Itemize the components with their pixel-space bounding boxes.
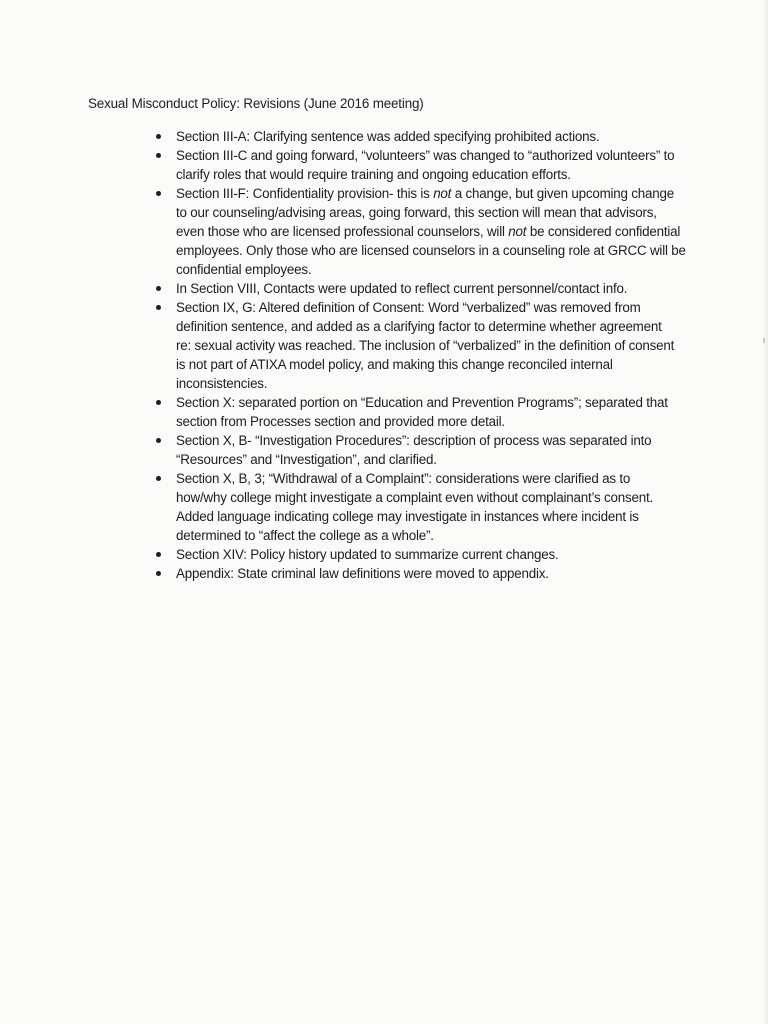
line-text: be considered confidential bbox=[526, 224, 681, 239]
revision-line bbox=[176, 355, 696, 374]
line-text: section from Processes section and provided more detail. bbox=[176, 414, 505, 429]
revision-line bbox=[176, 222, 696, 241]
revision-item bbox=[156, 564, 696, 583]
line-text: Section III-A: Clarifying sentence was added specifying prohibited actions. bbox=[176, 129, 600, 144]
bullet-icon bbox=[156, 438, 161, 443]
revision-line bbox=[176, 469, 696, 488]
revision-line bbox=[176, 241, 696, 260]
revision-item bbox=[156, 431, 696, 469]
revision-item bbox=[156, 393, 696, 431]
document-title: Sexual Misconduct Policy: Revisions (June 2016 meeting) bbox=[88, 96, 424, 111]
line-text: definition sentence, and added as a clarifying factor to determine whether agreement bbox=[176, 319, 662, 334]
line-text: Section XIV: Policy history updated to summarize current changes. bbox=[176, 547, 559, 562]
emphasis-text: not bbox=[433, 186, 452, 201]
bullet-icon bbox=[156, 134, 161, 139]
emphasis-text: not bbox=[508, 224, 527, 239]
revision-list bbox=[156, 127, 696, 583]
revision-item bbox=[156, 146, 696, 184]
revision-line bbox=[176, 336, 696, 355]
revision-line bbox=[176, 127, 696, 146]
bullet-icon bbox=[156, 476, 161, 481]
line-text: Section IX, G: Altered definition of Consent: Word “verbalized” was removed from bbox=[176, 300, 641, 315]
line-text: is not part of ATIXA model policy, and making this change reconciled internal bbox=[176, 357, 613, 372]
revision-line bbox=[176, 279, 696, 298]
revision-line bbox=[176, 260, 696, 279]
revision-item bbox=[156, 469, 696, 545]
revision-line bbox=[176, 393, 696, 412]
line-text: employees. Only those who are licensed counselors in a counseling role at GRCC will be bbox=[176, 243, 686, 258]
bullet-icon bbox=[156, 153, 161, 158]
revision-line bbox=[176, 431, 696, 450]
scan-edge-shadow bbox=[762, 0, 768, 1024]
bullet-icon bbox=[156, 305, 161, 310]
line-text: In Section VIII, Contacts were updated to reflect current personnel/contact info. bbox=[176, 281, 628, 296]
line-text: Section III-F: Confidentiality provision- this is bbox=[176, 186, 434, 201]
revision-item bbox=[156, 127, 696, 146]
line-text: clarify roles that would require training and ongoing education efforts. bbox=[176, 167, 571, 182]
scan-speck bbox=[763, 338, 765, 343]
revision-item bbox=[156, 279, 696, 298]
line-text: “Resources” and “Investigation”, and clarified. bbox=[176, 452, 437, 467]
revision-line bbox=[176, 184, 696, 203]
revision-item bbox=[156, 298, 696, 393]
revision-line bbox=[176, 507, 696, 526]
line-text: Section X, B- “Investigation Procedures”: description of process was separated into bbox=[176, 433, 652, 448]
revision-line bbox=[176, 526, 696, 545]
revision-line bbox=[176, 317, 696, 336]
bullet-icon bbox=[156, 571, 161, 576]
line-text: inconsistencies. bbox=[176, 376, 268, 391]
line-text: confidential employees. bbox=[176, 262, 312, 277]
revision-line bbox=[176, 564, 696, 583]
line-text: Section X: separated portion on “Education and Prevention Programs”; separated that bbox=[176, 395, 668, 410]
line-text: Appendix: State criminal law definitions were moved to appendix. bbox=[176, 566, 549, 581]
line-text: a change, but given upcoming change bbox=[451, 186, 675, 201]
bullet-icon bbox=[156, 552, 161, 557]
bullet-icon bbox=[156, 191, 161, 196]
revision-line bbox=[176, 488, 696, 507]
bullet-icon bbox=[156, 400, 161, 405]
revision-line bbox=[176, 203, 696, 222]
revision-item bbox=[156, 545, 696, 564]
revision-line bbox=[176, 450, 696, 469]
bullet-icon bbox=[156, 286, 161, 291]
line-text: even those who are licensed professional counselors, will bbox=[176, 224, 509, 239]
line-text: Added language indicating college may investigate in instances where incident is bbox=[176, 509, 639, 524]
revision-line bbox=[176, 298, 696, 317]
line-text: to our counseling/advising areas, going forward, this section will mean that advisors, bbox=[176, 205, 657, 220]
revision-line bbox=[176, 412, 696, 431]
revision-line bbox=[176, 545, 696, 564]
line-text: re: sexual activity was reached. The inclusion of “verbalized” in the definition of consent bbox=[176, 338, 675, 353]
revision-item bbox=[156, 184, 696, 279]
line-text: how/why college might investigate a complaint even without complainant’s consent. bbox=[176, 490, 654, 505]
revision-line bbox=[176, 146, 696, 165]
line-text: Section X, B, 3; “Withdrawal of a Complaint”: considerations were clarified as to bbox=[176, 471, 631, 486]
revision-line bbox=[176, 165, 696, 184]
revision-line bbox=[176, 374, 696, 393]
line-text: Section III-C and going forward, “volunteers” was changed to “authorized volunteers” to bbox=[176, 148, 675, 163]
line-text: determined to “affect the college as a whole”. bbox=[176, 528, 434, 543]
